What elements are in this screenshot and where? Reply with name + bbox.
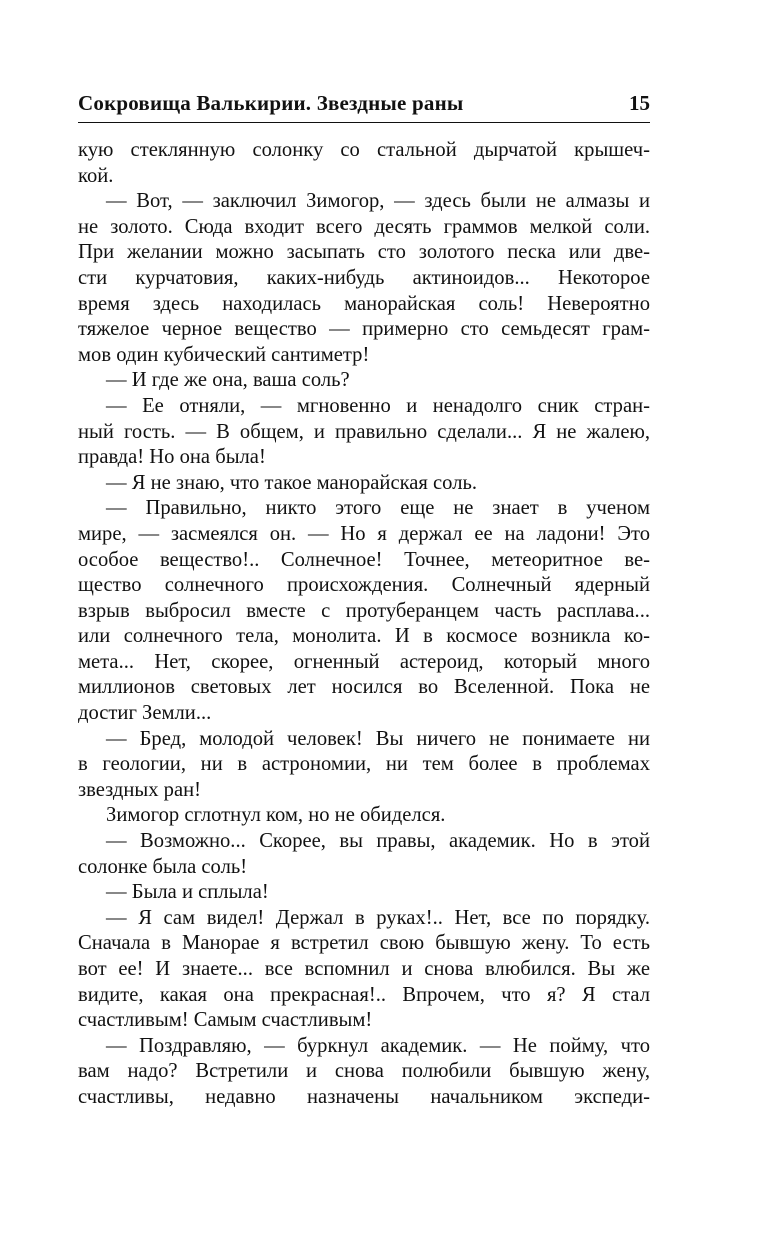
text-line: Зимогор сглотнул ком, но не обиделся. <box>106 804 446 827</box>
page-number: 15 <box>629 91 650 115</box>
text-line: — Ее отняли, — мгновенно и ненадолго сник стран- <box>106 394 650 417</box>
text-line: вам надо? Встретили и снова полюбили бывшую жену, <box>78 1060 650 1083</box>
text-line: — Возможно... Скорее, вы правы, академик. Но в этой <box>106 830 650 853</box>
text-line: счастливым! Самым счастливым! <box>78 1009 373 1032</box>
text-line: Сначала в Манорае я встретил свою бывшую жену. То есть <box>78 932 650 955</box>
text-line: звездных ран! <box>78 778 201 801</box>
text-line: — Вот, — заключил Зимогор, — здесь были не алмазы и <box>106 190 650 213</box>
text-line: — Я сам видел! Держал в руках!.. Нет, все по порядку. <box>106 906 650 929</box>
text-line: При желании можно засыпать сто золотого песка или две- <box>78 241 650 264</box>
text-line: время здесь находилась манорайская соль! Невероятно <box>78 292 650 315</box>
text-line: особое вещество!.. Солнечное! Точнее, метеоритное ве- <box>78 548 650 571</box>
text-line: миллионов световых лет носился во Вселенной. Пока не <box>78 676 650 699</box>
text-line: мире, — засмеялся он. — Но я держал ее на ладони! Это <box>78 522 650 545</box>
text-line: — Поздравляю, — буркнул академик. — Не пойму, что <box>106 1034 650 1057</box>
text-line: — Была и сплыла! <box>106 881 269 904</box>
text-line: — Бред, молодой человек! Вы ничего не понимаете ни <box>106 727 650 750</box>
text-line: достиг Земли... <box>78 702 212 725</box>
text-line: мета... Нет, скорее, огненный астероид, который много <box>78 650 650 673</box>
text-line: счастливы, недавно назначены начальником экспеди- <box>78 1085 650 1108</box>
text-line: кой. <box>78 164 114 187</box>
text-line: или солнечного тела, монолита. И в космосе возникла ко- <box>78 625 650 648</box>
text-line: мов один кубический сантиметр! <box>78 343 370 366</box>
text-line: ный гость. — В общем, и правильно сделали... Я не жалею, <box>78 420 650 443</box>
text-line: солонке была соль! <box>78 855 248 878</box>
body-text <box>78 138 650 1111</box>
text-line: сти курчатовия, каких-нибудь актиноидов... Некоторое <box>78 266 650 289</box>
text-line: в геологии, ни в астрономии, ни тем более в проблемах <box>78 753 650 776</box>
text-line: кую стеклянную солонку со стальной дырчатой крышеч- <box>78 139 650 161</box>
text-line: — Я не знаю, что такое манорайская соль. <box>106 471 478 494</box>
text-line: щество солнечного происхождения. Солнечный ядерный <box>78 574 650 597</box>
text-line: не золото. Сюда входит всего десять граммов мелкой соли. <box>78 215 650 238</box>
text-line: вот ее! И знаете... все вспомнил и снова влюбился. Вы же <box>78 958 650 980</box>
text-line: тяжелое черное вещество — примерно сто семьдесят грам- <box>78 318 650 341</box>
book-title: Сокровища Валькирии. Звездные раны <box>78 91 464 115</box>
text-line: правда! Но она была! <box>78 446 266 469</box>
text-line: — Правильно, никто этого еще не знает в ученом <box>106 497 650 520</box>
running-header <box>78 86 650 123</box>
text-line: взрыв выбросил вместе с протуберанцем часть расплава... <box>78 599 650 622</box>
text-line: — И где же она, ваша соль? <box>106 369 350 392</box>
text-line: видите, какая она прекрасная!.. Впрочем, что я? Я стал <box>78 983 650 1006</box>
